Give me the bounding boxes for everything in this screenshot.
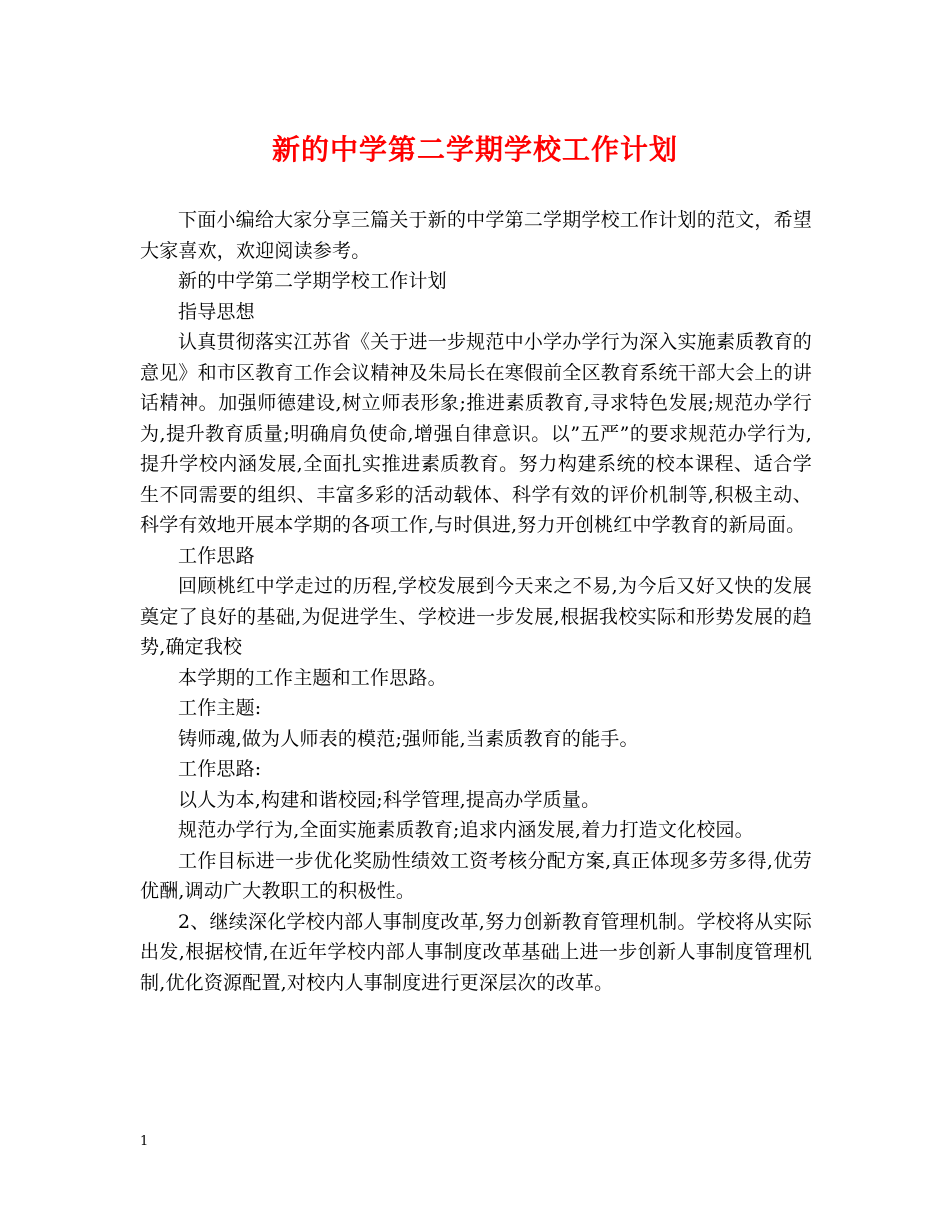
paragraph: 认真贯彻落实江苏省《关于进一步规范中小学办学行为深入实施素质教育的意见》和市区教育工作会议精神及朱局长在寒假前全区教育系统干部大会上的讲话精神。加强师德建设,树立师表形象;推进素质教育,寻求特色发展;规范办学行为,提升教育质量;明确肩负使命,增强自律意识。以”五严”的要求规范办学行为,提升学校内涵发展,全面扎实推进素质教育。努力构建系统的校本课程、适合学生不同需要的组织、丰富多彩的活动载体、科学有效的评价机制等,积极主动、科学有效地开展本学期的各项工作,与时俱进,努力开创桃红中学教育的新局面。 [140, 331, 813, 536]
document-body [140, 205, 812, 998]
paragraph: 新的中学第二学期学校工作计划 [178, 270, 447, 292]
paragraph: 下面小编给大家分享三篇关于新的中学第二学期学校工作计划的范文，希望大家喜欢，欢迎阅读参考。 [140, 209, 812, 262]
paragraph: 回顾桃红中学走过的历程,学校发展到今天来之不易,为今后又好又快的发展奠定了良好的基础,为促进学生、学校进一步发展,根据我校实际和形势发展的趋势,确定我校 [140, 575, 812, 658]
paragraph: 工作目标进一步优化奖励性绩效工资考核分配方案,真正体现多劳多得,优劳优酬,调动广大教职工的积极性。 [140, 849, 812, 902]
paragraph: 以人为本,构建和谐校园;科学管理,提高办学质量。 [178, 788, 601, 811]
paragraph: 指导思想 [178, 300, 255, 323]
paragraph: 铸师魂,做为人师表的模范;强师能,当素质教育的能手。 [178, 727, 639, 750]
paragraph: 2、继续深化学校内部人事制度改革,努力创新教育管理机制。学校将从实际出发,根据校情,在近年学校内部人事制度改革基础上进一步创新人事制度管理机制,优化资源配置,对校内人事制度进行更深层次的改革。 [140, 910, 812, 994]
paragraph: 工作主题: [178, 697, 262, 719]
page-number: 1 [140, 1134, 149, 1149]
paragraph: 工作思路 [178, 544, 255, 567]
paragraph: 本学期的工作主题和工作思路。 [178, 666, 447, 689]
paragraph: 规范办学行为,全面实施素质教育;追求内涵发展,着力打造文化校园。 [178, 819, 754, 841]
paragraph: 工作思路: [178, 758, 262, 780]
page-title: 新的中学第二学期学校工作计划 [271, 133, 678, 166]
